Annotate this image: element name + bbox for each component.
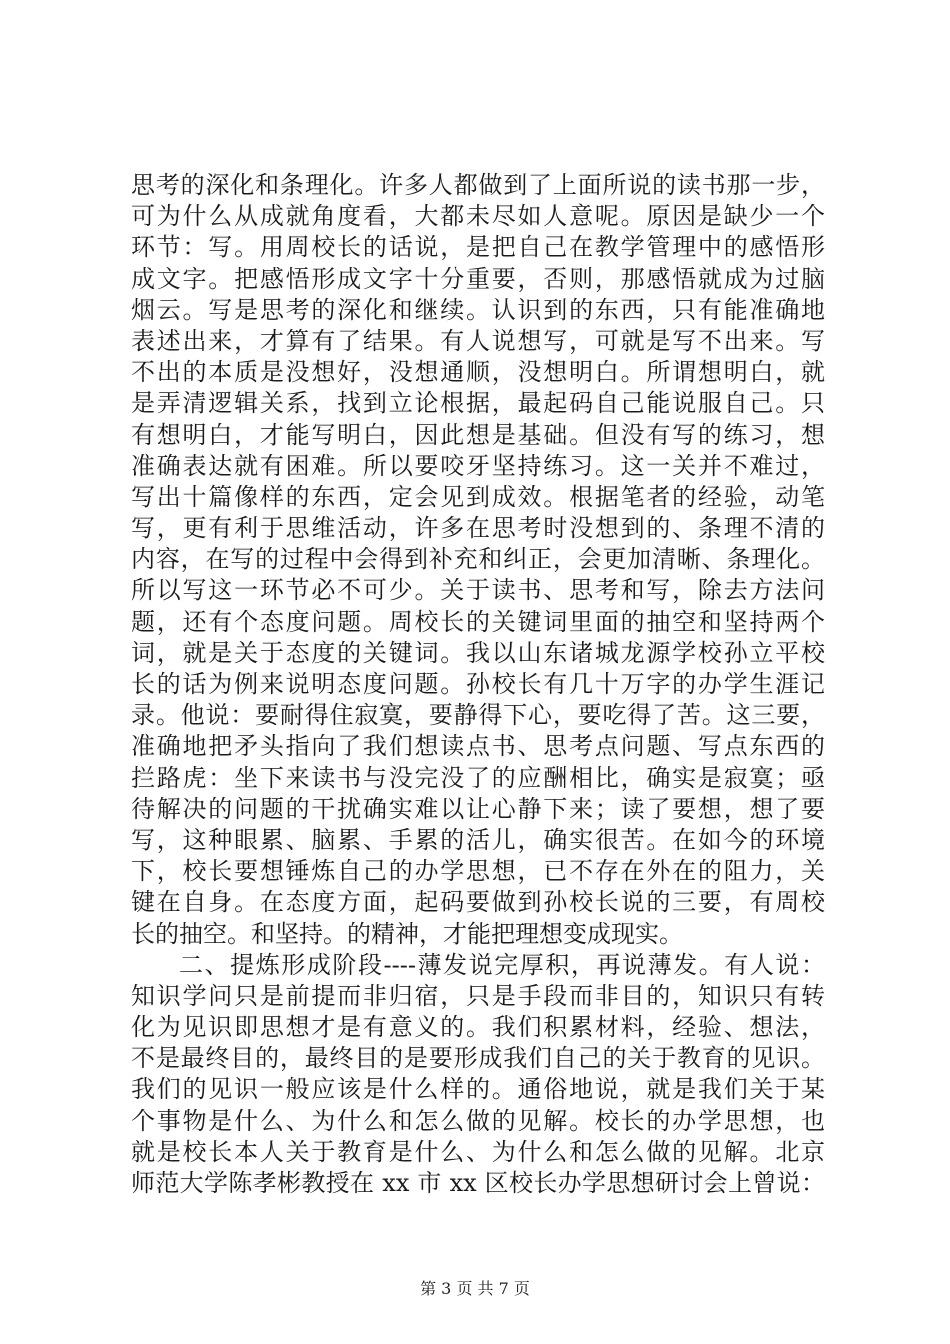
page-number: 第 3 页 共 7 页 xyxy=(420,1279,530,1298)
text-line: 键在自身。在态度方面，起码要做到孙校长说的三要，有周校 xyxy=(131,888,825,917)
text-line: 有想明白，才能写明白，因此想是基础。但没有写的练习，想 xyxy=(131,420,825,449)
text-line: 知识学问只是前提而非归宿，只是手段而非目的，知识只有转 xyxy=(131,981,825,1010)
text-line: 就是校长本人关于教育是什么、为什么和怎么做的见解。北京 xyxy=(131,1137,825,1166)
text-line: 写，更有利于思维活动，许多在思考时没想到的、条理不清的 xyxy=(131,514,825,543)
body-text xyxy=(131,170,825,1199)
text-line: 待解决的问题的干扰确实难以让心静下来；读了要想，想了要 xyxy=(131,794,825,823)
section-heading-line: 二、提炼形成阶段----薄发说完厚积，再说薄发。有人说： xyxy=(179,950,825,979)
text-line: 成文字。把感悟形成文字十分重要，否则，那感悟就成为过脑 xyxy=(131,264,825,293)
text-line: 题，还有个态度问题。周校长的关键词里面的抽空和坚持两个 xyxy=(131,607,825,636)
text-line: 准确地把矛头指向了我们想读点书、思考点问题、写点东西的 xyxy=(131,732,825,761)
text-line: 表述出来，才算有了结果。有人说想写，可就是写不出来。写 xyxy=(131,326,825,355)
text-line: 拦路虎：坐下来读书与没完没了的应酬相比，确实是寂寞；亟 xyxy=(131,763,825,792)
text-line: 个事物是什么、为什么和怎么做的见解。校长的办学思想，也 xyxy=(131,1106,825,1135)
text-line: 录。他说：要耐得住寂寞，要静得下心，要吃得了苦。这三要， xyxy=(131,701,825,730)
text-line: 师范大学陈孝彬教授在 xx 市 xx 区校长办学思想研讨会上曾说： xyxy=(131,1169,825,1197)
text-line: 写，这种眼累、脑累、手累的活儿，确实很苦。在如今的环境 xyxy=(131,825,825,854)
text-line: 我们的见识一般应该是什么样的。通俗地说，就是我们关于某 xyxy=(131,1075,825,1104)
text-line: 内容，在写的过程中会得到补充和纠正，会更加清晰、条理化。 xyxy=(131,545,825,574)
text-line: 所以写这一环节必不可少。关于读书、思考和写，除去方法问 xyxy=(131,576,825,605)
text-line: 词，就是关于态度的关键词。我以山东诸城龙源学校孙立平校 xyxy=(131,638,825,667)
text-line: 不是最终目的，最终目的是要形成我们自己的关于教育的见识。 xyxy=(131,1044,825,1073)
text-line: 是弄清逻辑关系，找到立论根据，最起码自己能说服自己。只 xyxy=(131,389,825,418)
text-line: 化为见识即思想才是有意义的。我们积累材料，经验、想法， xyxy=(131,1013,825,1042)
text-line: 准确表达就有困难。所以要咬牙坚持练习。这一关并不难过， xyxy=(131,451,825,480)
text-line: 写出十篇像样的东西，定会见到成效。根据笔者的经验，动笔 xyxy=(131,482,825,511)
text-line: 下，校长要想锤炼自己的办学思想，已不存在外在的阻力，关 xyxy=(131,857,825,886)
text-line: 环节：写。用周校长的话说，是把自己在教学管理中的感悟形 xyxy=(131,233,825,262)
text-line: 烟云。写是思考的深化和继续。认识到的东西，只有能准确地 xyxy=(131,295,825,324)
text-line: 思考的深化和条理化。许多人都做到了上面所说的读书那一步， xyxy=(131,171,825,199)
text-line: 可为什么从成就角度看，大都未尽如人意呢。原因是缺少一个 xyxy=(131,202,825,231)
text-line: 不出的本质是没想好，没想通顺，没想明白。所谓想明白，就 xyxy=(131,358,825,387)
text-line: 长的话为例来说明态度问题。孙校长有几十万字的办学生涯记 xyxy=(131,670,825,698)
paragraph-end-line: 长的抽空。和坚持。的精神，才能把理想变成现实。 xyxy=(131,919,683,948)
